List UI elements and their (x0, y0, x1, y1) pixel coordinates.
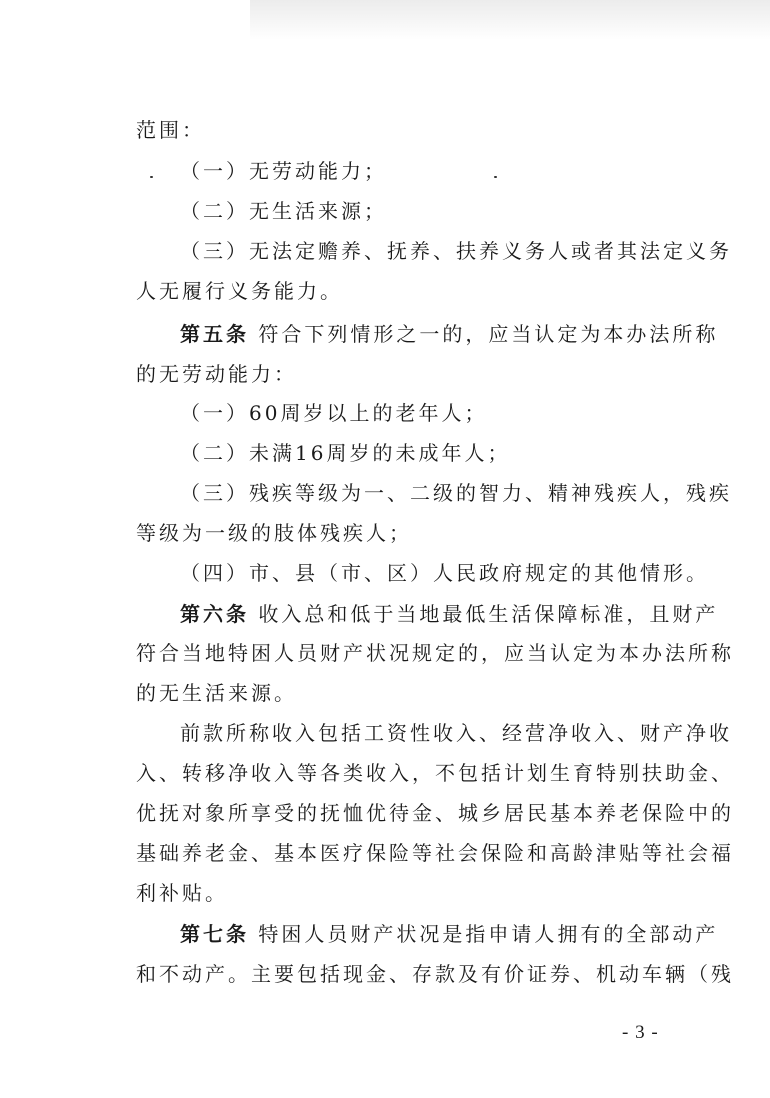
page-number: - 3 - (622, 1022, 659, 1043)
text-line: 的无劳动能力： (136, 362, 297, 386)
scan-speck (494, 176, 497, 178)
text-line: （一）60周岁以上的老年人； (180, 401, 488, 425)
article-heading: 第六条 (180, 602, 249, 626)
text-line: 优抚对象所享受的抚恤优待金、城乡居民基本养老保险中的 (136, 801, 734, 825)
text-line: 范围： (136, 118, 205, 142)
text-line: 人无履行义务能力。 (136, 279, 343, 303)
text-line: 利补贴。 (136, 881, 228, 905)
text-line: 的无生活来源。 (136, 681, 297, 705)
text-line: 基础养老金、基本医疗保险等社会保险和高龄津贴等社会福 (136, 841, 734, 865)
text-line: （三）残疾等级为一、二级的智力、精神残疾人，残疾 (180, 481, 732, 505)
scan-speck (150, 176, 153, 178)
text-line: （一）无劳动能力； (180, 159, 387, 183)
text-line: 符合当地特困人员财产状况规定的，应当认定为本办法所称 (136, 641, 734, 665)
text-line: 和不动产。主要包括现金、存款及有价证券、机动车辆（残 (136, 962, 734, 986)
article-text: 符合下列情形之一的，应当认定为本办法所称 (249, 322, 719, 346)
article-heading: 第七条 (180, 922, 249, 946)
text-line: （二）未满16周岁的未成年人； (180, 441, 511, 465)
article-text: 收入总和低于当地最低生活保障标准，且财产 (249, 602, 719, 626)
text-line: 等级为一级的肢体残疾人； (136, 521, 412, 545)
text-line: （二）无生活来源； (180, 199, 387, 223)
text-line: 入、转移净收入等各类收入，不包括计划生育特别扶助金、 (136, 761, 734, 785)
text-line: 前款所称收入包括工资性收入、经营净收入、财产净收 (180, 721, 732, 745)
article-text: 特困人员财产状况是指申请人拥有的全部动产 (249, 922, 719, 946)
article-line (180, 922, 718, 946)
article-line (180, 602, 718, 626)
article-heading: 第五条 (180, 322, 249, 346)
scan-shadow (250, 0, 770, 40)
text-line: （四）市、县（市、区）人民政府规定的其他情形。 (180, 561, 709, 585)
text-line: （三）无法定赡养、抚养、扶养义务人或者其法定义务 (180, 239, 732, 263)
article-line (180, 322, 718, 346)
